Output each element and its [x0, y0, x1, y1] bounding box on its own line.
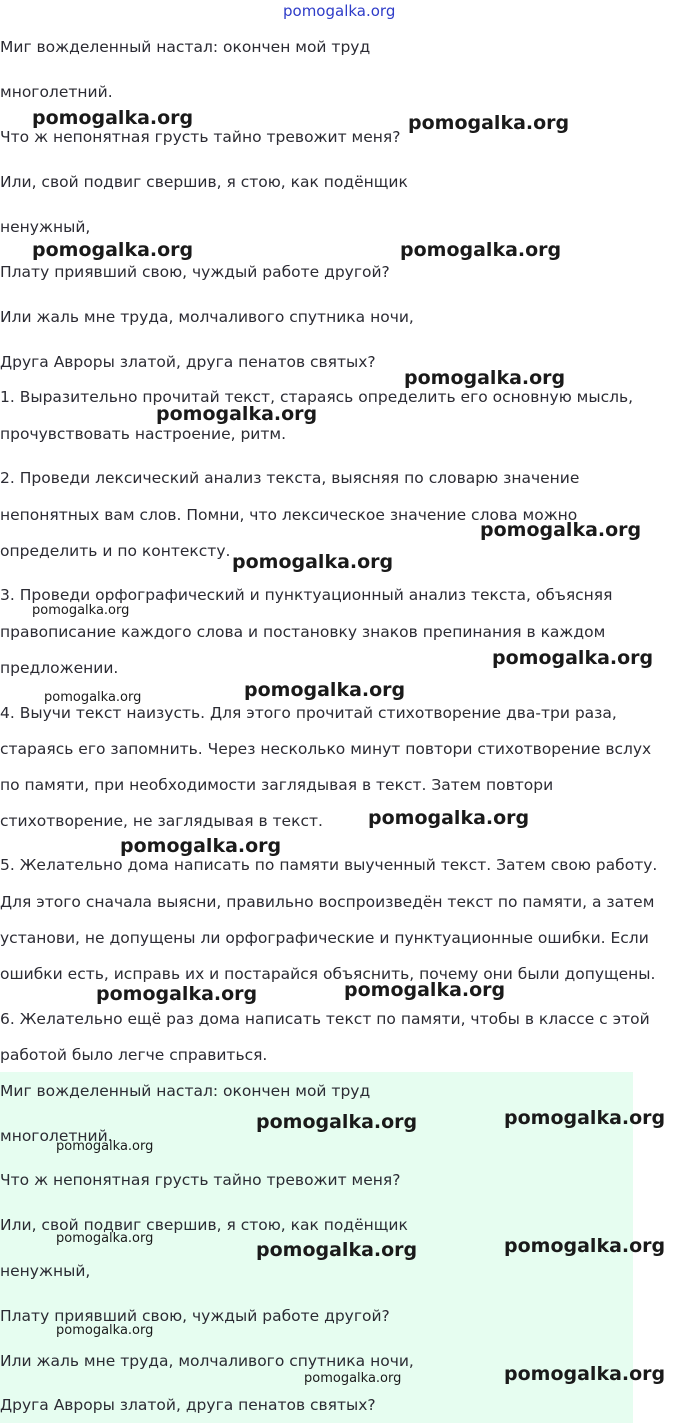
poem-line: ненужный, — [0, 218, 91, 236]
watermark: pomogalka.org — [56, 1323, 154, 1338]
watermark: pomogalka.org — [344, 979, 506, 1001]
task-line: 3. Проведи орфографический и пунктуационный анализ текста, объясняя — [0, 586, 613, 604]
task-line: определить и по контексту. — [0, 542, 231, 560]
task-line: прочувствовать настроение, ритм. — [0, 425, 287, 443]
task-line: стараясь его запомнить. Через несколько минут повтори стихотворение вслух — [0, 740, 652, 758]
task-line: работой было легче справиться. — [0, 1046, 268, 1064]
watermark: pomogalka.org — [404, 367, 566, 389]
task-line: непонятных вам слов. Помни, что лексическое значение слова можно — [0, 506, 578, 524]
header-watermark[interactable]: pomogalka.org — [283, 2, 396, 20]
watermark: pomogalka.org — [492, 647, 654, 669]
answer-line: многолетний. — [0, 1127, 113, 1145]
watermark: pomogalka.org — [96, 983, 258, 1005]
watermark: pomogalka.org — [256, 1239, 418, 1261]
answer-line: Друга Авроры златой, друга пенатов святых? — [0, 1396, 376, 1414]
task-line: стихотворение, не заглядывая в текст. — [0, 812, 323, 830]
task-line: 1. Выразительно прочитай текст, стараясь определить его основную мысль, — [0, 388, 634, 406]
watermark: pomogalka.org — [56, 1231, 154, 1246]
task-line: предложении. — [0, 659, 119, 677]
task-line: ошибки есть, исправь их и постарайся объяснить, почему они были допущены. — [0, 965, 656, 983]
poem-line: Миг вожделенный настал: окончен мой труд — [0, 38, 371, 56]
poem-line: Что ж непонятная грусть тайно тревожит меня? — [0, 128, 401, 146]
watermark: pomogalka.org — [32, 107, 194, 129]
watermark: pomogalka.org — [408, 112, 570, 134]
watermark: pomogalka.org — [232, 551, 394, 573]
task-line: 4. Выучи текст наизусть. Для этого прочитай стихотворение два-три раза, — [0, 704, 617, 722]
watermark: pomogalka.org — [480, 519, 642, 541]
watermark: pomogalka.org — [32, 239, 194, 261]
watermark: pomogalka.org — [120, 835, 282, 857]
watermark: pomogalka.org — [32, 603, 130, 618]
task-line: правописание каждого слова и постановку знаков препинания в каждом — [0, 623, 606, 641]
watermark: pomogalka.org — [504, 1235, 666, 1257]
watermark: pomogalka.org — [44, 690, 142, 705]
answer-line: Что ж непонятная грусть тайно тревожит меня? — [0, 1171, 401, 1189]
answer-line: Или, свой подвиг свершив, я стою, как подёнщик — [0, 1216, 408, 1234]
task-line: 2. Проведи лексический анализ текста, выясняя по словарю значение — [0, 469, 580, 487]
task-line: Для этого сначала выясни, правильно воспроизведён текст по памяти, а затем — [0, 893, 655, 911]
task-line: 6. Желательно ещё раз дома написать текст по памяти, чтобы в классе с этой — [0, 1010, 650, 1028]
watermark: pomogalka.org — [304, 1371, 402, 1386]
watermark: pomogalka.org — [504, 1107, 666, 1129]
answer-line: Миг вожделенный настал: окончен мой труд — [0, 1082, 371, 1100]
watermark: pomogalka.org — [156, 403, 318, 425]
watermark: pomogalka.org — [244, 679, 406, 701]
answer-line: ненужный, — [0, 1262, 91, 1280]
task-line: установи, не допущены ли орфографические и пунктуационные ошибки. Если — [0, 929, 649, 947]
watermark: pomogalka.org — [504, 1363, 666, 1385]
poem-line: Плату приявший свою, чуждый работе другой? — [0, 263, 390, 281]
poem-line: многолетний. — [0, 83, 113, 101]
watermark: pomogalka.org — [368, 807, 530, 829]
poem-line: Или жаль мне труда, молчаливого спутника ночи, — [0, 308, 414, 326]
watermark: pomogalka.org — [56, 1139, 154, 1154]
task-line: 5. Желательно дома написать по памяти выученный текст. Затем свою работу. — [0, 856, 658, 874]
answer-line: Плату приявший свою, чуждый работе другой? — [0, 1307, 390, 1325]
watermark: pomogalka.org — [256, 1111, 418, 1133]
poem-line: Друга Авроры златой, друга пенатов святых? — [0, 353, 376, 371]
poem-line: Или, свой подвиг свершив, я стою, как подёнщик — [0, 173, 408, 191]
task-line: по памяти, при необходимости заглядывая в текст. Затем повтори — [0, 776, 554, 794]
watermark: pomogalka.org — [400, 239, 562, 261]
answer-line: Или жаль мне труда, молчаливого спутника ночи, — [0, 1352, 414, 1370]
